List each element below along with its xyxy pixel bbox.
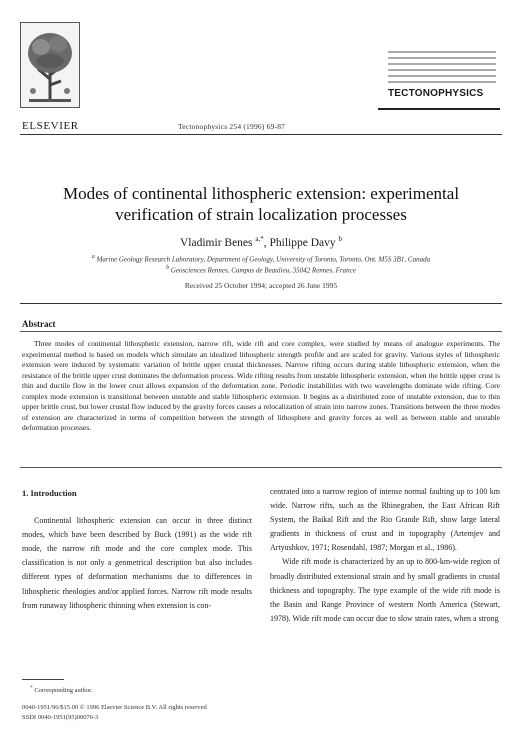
footnote-text: Corresponding author. — [34, 687, 93, 695]
author-benes-marks: a,* — [255, 235, 264, 243]
author-davy: Philippe Davy — [269, 236, 336, 249]
citation-line: Tectonophysics 254 (1996) 69-87 — [178, 122, 286, 131]
intro-paragraph-2: Wide rift mode is characterized by an up to 800-km-wide region of broadly distributed extensional strain and by small gradients in crustal thickness and topography. The type example of the wide rift mode is the Basin and Range Province of western North America (Stewart, 1978). Wide rift mode can occur due to slow strain rates, when a strong — [270, 557, 500, 623]
affiliation-1-text: Marine Geology Research Laboratory, Department of Geology, University of Toronto, Toronto, Ont. M5S 3B1, Canada — [96, 255, 431, 264]
affiliation-2-text: Geosciences Rennes, Campus de Beaulieu, 35042 Rennes, France — [170, 266, 356, 275]
right-column — [270, 485, 500, 626]
abstract-end-rule — [20, 467, 502, 468]
intro-paragraph-1-continued: centrated into a narrow region of intense normal faulting up to 100 km wide. Narrow rifts, such as the Rhinegraben, the East African Rift System, the Baikal Rift and the Rio Grande Rift, show large lateral gradients in thickness of crust and in topography (Artemjev and Artyushkov, 1971; Rosendahl, 1987; Morgan et al., 1986). — [270, 487, 500, 553]
affiliation-2 — [30, 265, 492, 274]
footnote — [30, 685, 92, 694]
affiliation-2-mark: b — [166, 265, 170, 271]
title-line-1: Modes of continental lithospheric extension: experimental — [62, 184, 460, 203]
author-davy-marks: b — [338, 235, 342, 243]
tree-emblem-icon — [20, 22, 80, 108]
left-column — [22, 486, 252, 613]
journal-rule — [378, 108, 500, 110]
abstract-heading: Abstract — [22, 319, 56, 329]
footnote-rule — [22, 679, 64, 680]
journal-cover-graphic — [378, 46, 498, 110]
header-divider — [20, 134, 502, 135]
article-title — [30, 183, 492, 225]
author-separator: , — [263, 236, 270, 249]
section-heading: 1. Introduction — [22, 488, 77, 498]
copyright-line: 0040-1951/96/$15.00 © 1996 Elsevier Science B.V. All rights reserved — [22, 704, 207, 711]
title-line-2: verification of strain localization processes — [115, 205, 407, 224]
footnote-mark: * — [30, 685, 33, 691]
author-benes: Vladimir Benes — [180, 236, 253, 249]
publisher-name: ELSEVIER — [22, 120, 79, 132]
abstract-rule — [20, 331, 502, 332]
elsevier-logo — [20, 22, 80, 122]
copyright-block — [22, 703, 207, 722]
affiliation-1 — [30, 254, 492, 263]
journal-name: TECTONOPHYSICS — [388, 88, 484, 99]
intro-paragraph-1: Continental lithospheric extension can occur in three distinct modes, which have been described by Buck (1991) as the wide rift mode, the narrow rift mode and the core complex mode. This classification is not only a geometrical description but also includes different types of deformation mechanisms due to differences in lithospheric rheologies and/or applied forces. Narrow rift mode results from runaway lithospheric thinning when extension is con- — [22, 516, 252, 610]
affiliation-1-mark: a — [91, 254, 95, 260]
author-list — [30, 235, 492, 249]
title-divider — [20, 303, 502, 304]
ssdi-line: SSDI 0040-1951(95)00076-3 — [22, 713, 99, 721]
abstract-body: Three modes of continental lithospheric extension, narrow rift, wide rift and core complex, were studied by means of analogue experiments. The experimental method is based on models which simulate an idealized lithospheric strength profile and are scaled for gravity. Various styles of lithospheric extension were induced by systematic variation of brittle upper crustal thicknesses. Narrow rifting occurs during stable lithospheric extension, when the resistance of the brittle upper crust dominates the deformation process. Wide rifting results from unstable lithospheric extension, when the brittle upper crust is thin and ductile flow in the lower crust allows expansion of the deformation zone. Periodic instabilities with two wavelengths dominate wide rifting. Core complex mode extension is transitional between unstable and stable lithospheric extension. It begins as a distributed zone of unstable extension, due to thin upper brittle crust, but lower crustal flow induced by the gravity forces causes a relocalization of strain into narrow zones. Transitions between the three modes of extension are characterized in terms of competition between the strength of lithosphere and gravity forces as well as between stable and unstable deformation processes. — [22, 339, 500, 432]
received-dates: Received 25 October 1994; accepted 26 June 1995 — [184, 281, 338, 290]
